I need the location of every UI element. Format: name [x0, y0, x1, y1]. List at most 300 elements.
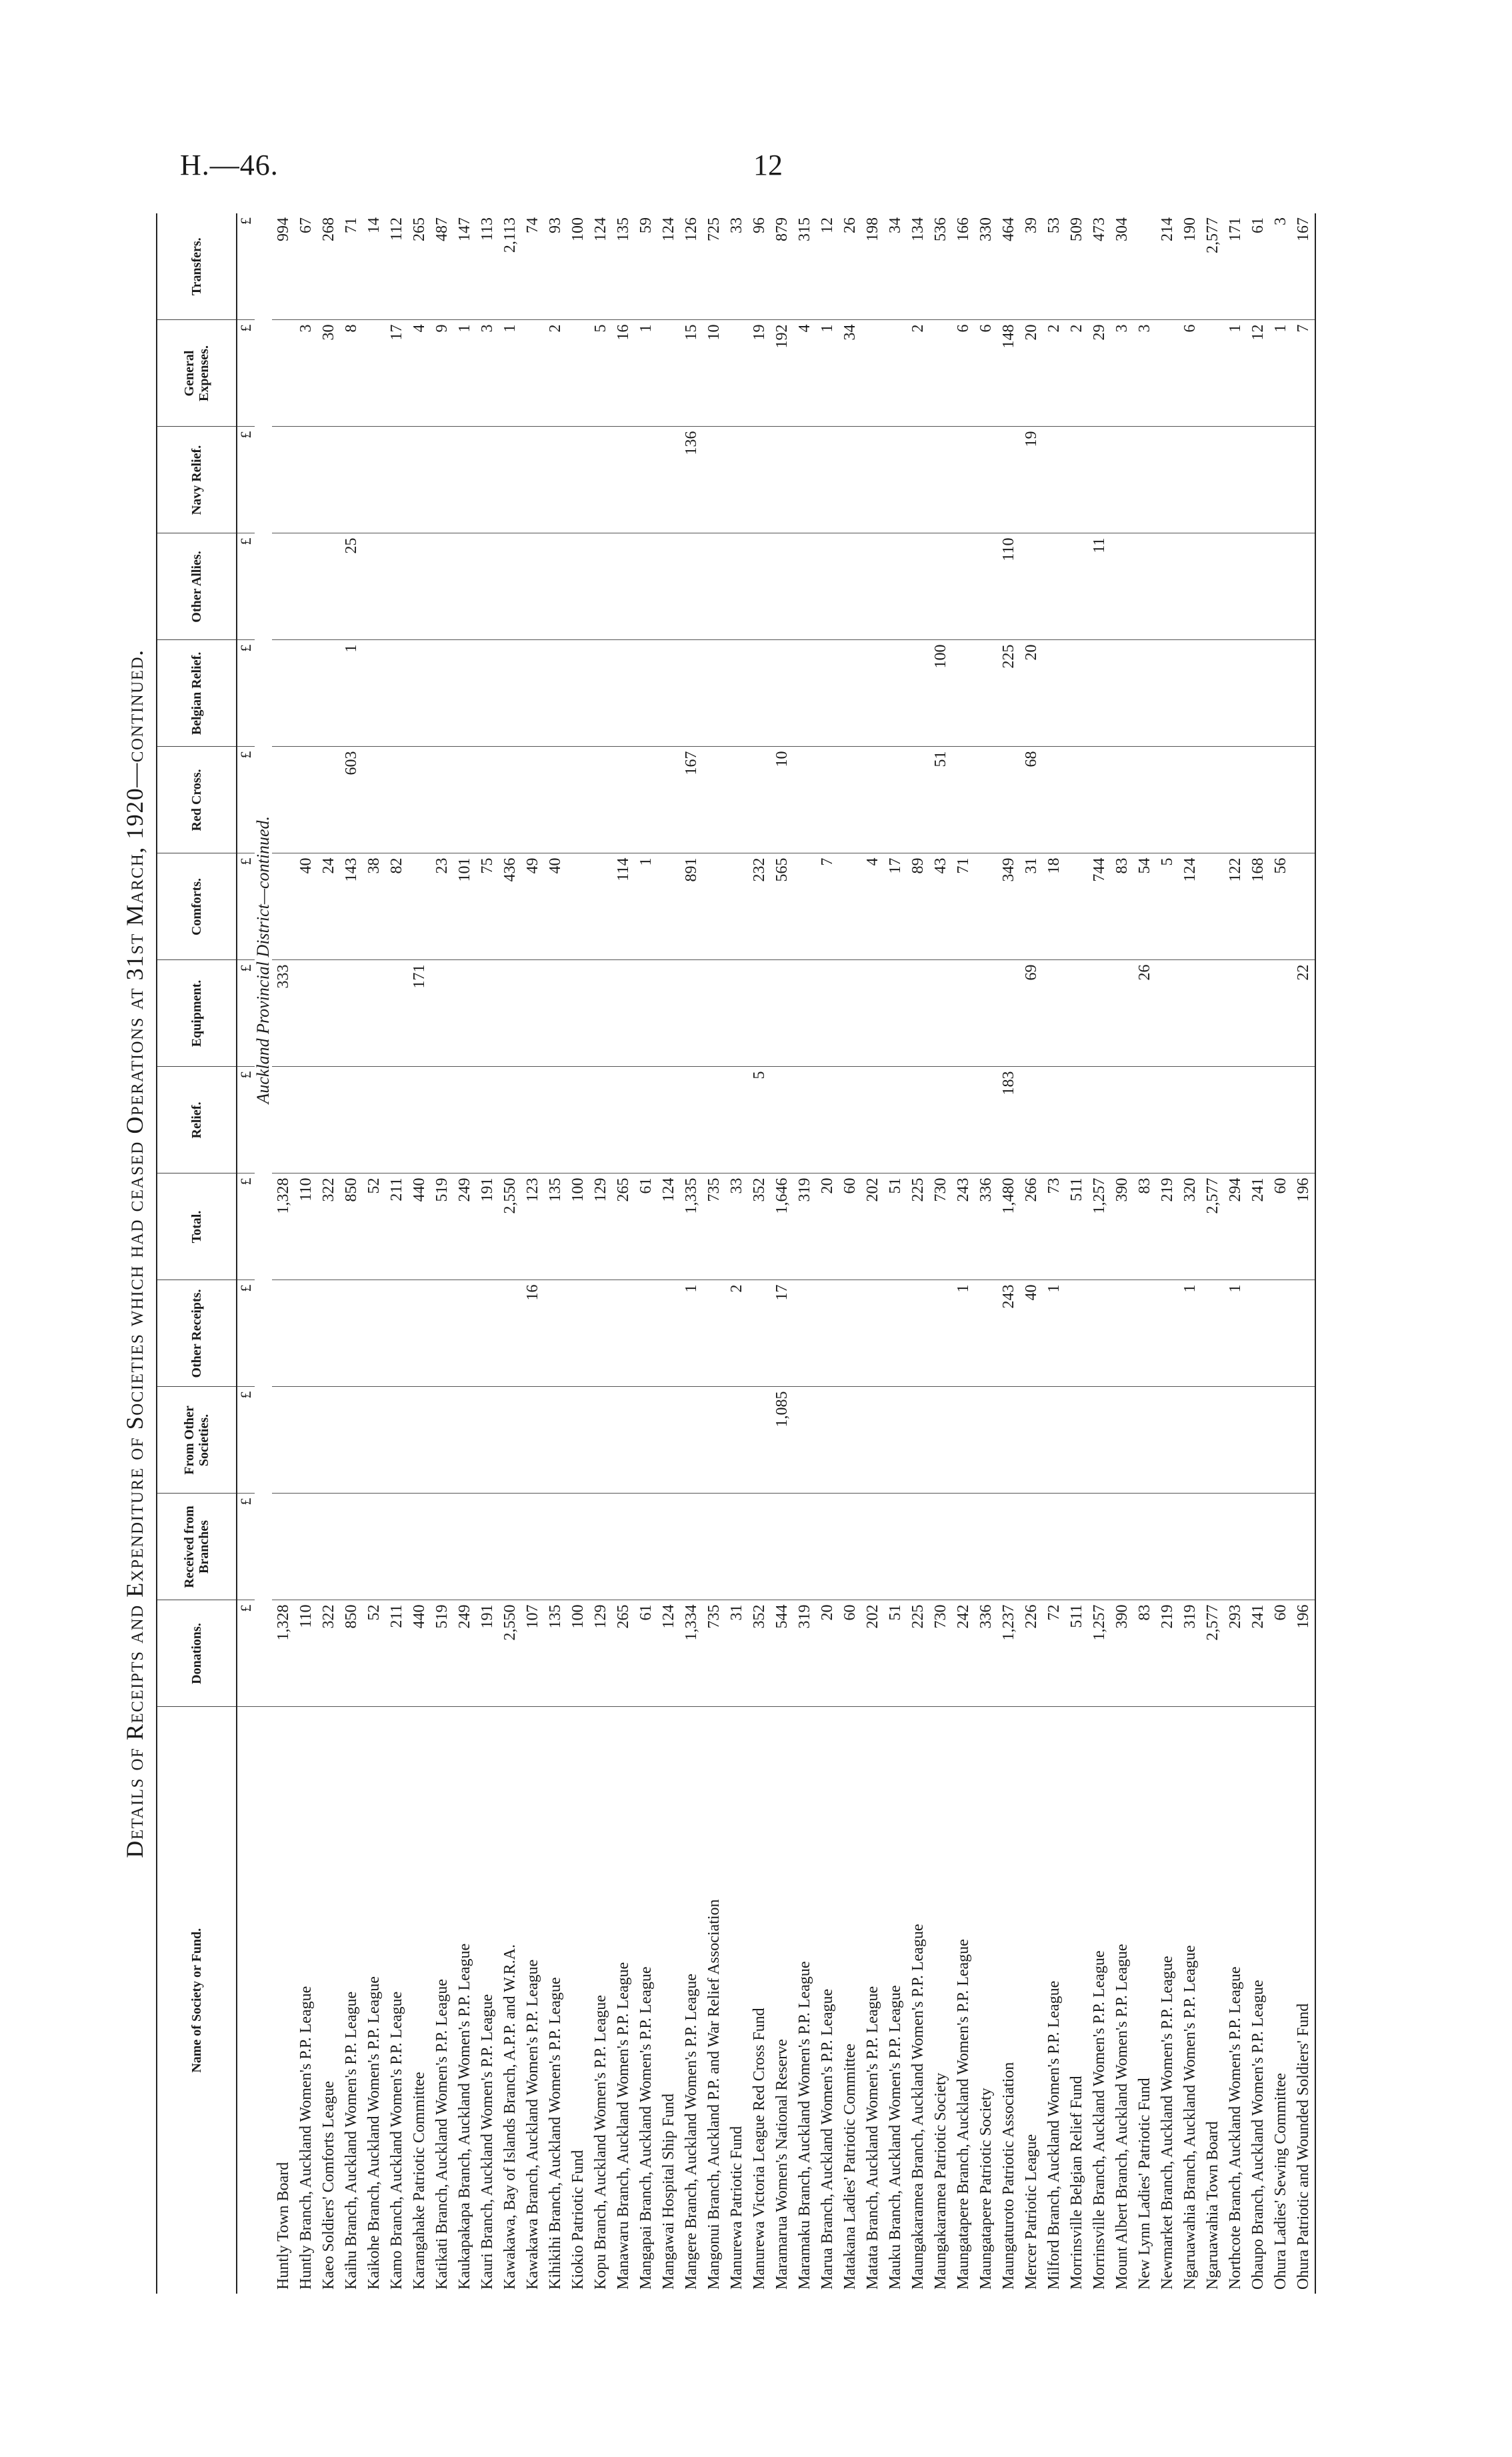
amount-cell: [408, 427, 431, 533]
amount-cell: [1133, 747, 1156, 853]
amount-cell: [1269, 533, 1292, 640]
table-row: [680, 213, 703, 2294]
amount-cell: 202: [861, 1600, 884, 1707]
amount-cell: 544: [771, 1600, 793, 1707]
amount-cell: [431, 427, 453, 533]
amount-cell: [748, 1280, 771, 1387]
amount-cell: [1088, 1280, 1111, 1387]
amount-cell: 93: [544, 213, 567, 320]
currency-mark: £: [237, 640, 255, 747]
col-header: Navy Relief.: [157, 427, 237, 533]
amount-cell: 266: [1020, 1173, 1043, 1280]
amount-cell: [839, 1280, 861, 1387]
amount-cell: [635, 1067, 657, 1173]
amount-cell: 352: [748, 1600, 771, 1707]
society-name-cell: Kaihu Branch, Auckland Women's P.P. League: [343, 1991, 360, 2290]
amount-cell: [589, 1387, 612, 1494]
amount-cell: [567, 427, 589, 533]
col-header: Red Cross.: [157, 747, 237, 853]
amount-cell: 1,085: [771, 1387, 793, 1494]
page-number: 12: [753, 149, 783, 181]
amount-cell: [521, 1387, 544, 1494]
society-name-cell: Matata Branch, Auckland Women's P.P. League: [864, 1986, 881, 2290]
amount-cell: [1201, 640, 1224, 747]
amount-cell: [1292, 427, 1315, 533]
amount-cell: [839, 1494, 861, 1600]
amount-cell: 202: [861, 1173, 884, 1280]
amount-cell: [408, 640, 431, 747]
amount-cell: 322: [317, 1173, 340, 1280]
amount-cell: 1: [1269, 320, 1292, 427]
amount-cell: [861, 960, 884, 1067]
amount-cell: [589, 853, 612, 960]
amount-cell: [748, 533, 771, 640]
amount-cell: [499, 1387, 521, 1494]
amount-cell: [771, 533, 793, 640]
amount-cell: [453, 533, 476, 640]
amount-cell: [612, 533, 635, 640]
amount-cell: 34: [884, 213, 907, 320]
amount-cell: 891: [680, 853, 703, 960]
amount-cell: 17: [884, 853, 907, 960]
currency-mark: £: [237, 1494, 255, 1600]
table-row: [385, 213, 408, 2294]
amount-cell: [1247, 533, 1269, 640]
col-header: Received from Branches: [157, 1494, 237, 1600]
amount-cell: [816, 1280, 839, 1387]
amount-cell: 1: [1179, 1280, 1201, 1387]
amount-cell: [1179, 747, 1201, 853]
amount-cell: 49: [521, 853, 544, 960]
amount-cell: [385, 640, 408, 747]
amount-cell: [1020, 1494, 1043, 1600]
currency-mark: £: [237, 1173, 255, 1280]
district-row: [255, 213, 272, 2294]
amount-cell: [453, 1494, 476, 1600]
amount-cell: [1065, 1067, 1088, 1173]
amount-cell: [725, 320, 748, 427]
amount-cell: 336: [975, 1173, 997, 1280]
col-header: General Expenses.: [157, 320, 237, 427]
amount-cell: [1043, 533, 1065, 640]
table-row: [567, 213, 589, 2294]
amount-cell: 23: [431, 853, 453, 960]
amount-cell: [1133, 1280, 1156, 1387]
amount-cell: 2: [544, 320, 567, 427]
amount-cell: [612, 427, 635, 533]
amount-cell: 56: [1269, 853, 1292, 960]
amount-cell: [1020, 533, 1043, 640]
amount-cell: [680, 1494, 703, 1600]
amount-cell: 1: [680, 1280, 703, 1387]
table-row: [1224, 213, 1247, 2294]
amount-cell: [589, 960, 612, 1067]
amount-cell: [544, 1280, 567, 1387]
amount-cell: [1247, 1387, 1269, 1494]
amount-cell: 5: [589, 320, 612, 427]
amount-cell: [317, 1067, 340, 1173]
amount-cell: [703, 853, 725, 960]
amount-cell: 107: [521, 1600, 544, 1707]
amount-cell: [589, 533, 612, 640]
amount-cell: [1043, 1067, 1065, 1173]
amount-cell: [453, 747, 476, 853]
amount-cell: [1133, 640, 1156, 747]
amount-cell: [952, 1387, 975, 1494]
amount-cell: 113: [476, 213, 499, 320]
amount-cell: 3: [1133, 320, 1156, 427]
amount-cell: [1269, 1387, 1292, 1494]
amount-cell: [793, 427, 816, 533]
amount-cell: 74: [521, 213, 544, 320]
amount-cell: [476, 1494, 499, 1600]
amount-cell: 2: [725, 1280, 748, 1387]
amount-cell: [295, 1387, 317, 1494]
amount-cell: [861, 1387, 884, 1494]
currency-mark: £: [237, 1600, 255, 1707]
society-name-cell: Mangonui Branch, Auckland P.P. and War Relief Association: [705, 1899, 723, 2290]
amount-cell: [272, 747, 295, 853]
page-reference: H.—46.: [180, 149, 279, 181]
currency-mark: £: [237, 320, 255, 427]
amount-cell: [657, 1280, 680, 1387]
amount-cell: 61: [1247, 213, 1269, 320]
amount-cell: [1292, 533, 1315, 640]
amount-cell: 136: [680, 427, 703, 533]
amount-cell: 336: [975, 1600, 997, 1707]
amount-cell: [725, 533, 748, 640]
amount-cell: 226: [1020, 1600, 1043, 1707]
amount-cell: 96: [748, 213, 771, 320]
amount-cell: 40: [544, 853, 567, 960]
amount-cell: 265: [612, 1173, 635, 1280]
amount-cell: [1156, 320, 1179, 427]
amount-cell: 15: [680, 320, 703, 427]
amount-cell: [499, 960, 521, 1067]
amount-cell: [725, 1067, 748, 1173]
society-name-cell: Huntly Branch, Auckland Women's P.P. League: [297, 1986, 315, 2290]
amount-cell: [1179, 533, 1201, 640]
amount-cell: [975, 533, 997, 640]
currency-mark: £: [237, 427, 255, 533]
amount-cell: [363, 320, 385, 427]
table-row: [771, 213, 793, 2294]
table-row: [748, 213, 771, 2294]
society-name-cell: Mauku Branch, Auckland Women's P.P. League: [887, 1985, 904, 2290]
amount-cell: [1065, 427, 1088, 533]
col-header: Name of Society or Fund.: [157, 1707, 237, 2294]
col-header: Equipment.: [157, 960, 237, 1067]
amount-cell: [952, 1067, 975, 1173]
amount-cell: 436: [499, 853, 521, 960]
amount-cell: [1043, 1387, 1065, 1494]
amount-cell: [725, 747, 748, 853]
amount-cell: [1111, 427, 1133, 533]
amount-cell: [1179, 427, 1201, 533]
amount-cell: 26: [839, 213, 861, 320]
amount-cell: [771, 1067, 793, 1173]
amount-cell: [657, 853, 680, 960]
amount-cell: [567, 1067, 589, 1173]
amount-cell: 319: [1179, 1600, 1201, 1707]
amount-cell: 25: [340, 533, 363, 640]
amount-cell: [1179, 1067, 1201, 1173]
rotated-table-block: [113, 213, 1347, 2294]
document-title: Details of Receipts and Expenditure of Societies which had ceased Operations at 31st March, 1920—continued.: [121, 649, 148, 1858]
amount-cell: 126: [680, 213, 703, 320]
amount-cell: 39: [1020, 213, 1043, 320]
table-row: [816, 213, 839, 2294]
amount-cell: [1247, 640, 1269, 747]
amount-cell: [816, 747, 839, 853]
amount-cell: [272, 1387, 295, 1494]
amount-cell: 219: [1156, 1600, 1179, 1707]
amount-cell: [363, 1387, 385, 1494]
amount-cell: 12: [1247, 320, 1269, 427]
society-name-cell: Matakana Ladies' Patriotic Committee: [841, 2044, 859, 2290]
society-name-cell: Mercer Patriotic League: [1023, 2134, 1040, 2290]
amount-cell: 214: [1156, 213, 1179, 320]
amount-cell: 183: [997, 1067, 1020, 1173]
amount-cell: 20: [1020, 640, 1043, 747]
amount-cell: [295, 960, 317, 1067]
amount-cell: [317, 1387, 340, 1494]
amount-cell: [1201, 427, 1224, 533]
amount-cell: [544, 640, 567, 747]
amount-cell: 1: [635, 853, 657, 960]
amount-cell: [907, 1387, 929, 1494]
amount-cell: [703, 533, 725, 640]
amount-cell: [1133, 533, 1156, 640]
amount-cell: [476, 1067, 499, 1173]
amount-cell: [1065, 853, 1088, 960]
amount-cell: [340, 1280, 363, 1387]
amount-cell: [499, 427, 521, 533]
amount-cell: [657, 533, 680, 640]
district-heading: Auckland Provincial District—continued.: [255, 213, 272, 1707]
amount-cell: [431, 960, 453, 1067]
society-name-cell: Morrinsville Belgian Relief Fund: [1068, 2076, 1085, 2290]
amount-cell: 319: [793, 1600, 816, 1707]
amount-cell: [431, 1280, 453, 1387]
amount-cell: [431, 1494, 453, 1600]
amount-cell: 143: [340, 853, 363, 960]
society-name-cell: Maungakaramea Branch, Auckland Women's P.P. League: [909, 1924, 927, 2290]
amount-cell: 9: [431, 320, 453, 427]
table-row: [431, 213, 453, 2294]
amount-cell: [952, 533, 975, 640]
table-row: [1020, 213, 1043, 2294]
amount-cell: [635, 640, 657, 747]
amount-cell: 73: [1043, 1173, 1065, 1280]
amount-cell: [952, 640, 975, 747]
amount-cell: [907, 960, 929, 1067]
amount-cell: [793, 1387, 816, 1494]
amount-cell: [635, 533, 657, 640]
amount-cell: 487: [431, 213, 453, 320]
amount-cell: 219: [1156, 1173, 1179, 1280]
amount-cell: [1111, 747, 1133, 853]
amount-cell: [1088, 960, 1111, 1067]
amount-cell: [884, 1067, 907, 1173]
table-row: [1065, 213, 1088, 2294]
amount-cell: 735: [703, 1600, 725, 1707]
amount-cell: [861, 533, 884, 640]
amount-cell: [1156, 747, 1179, 853]
amount-cell: [816, 960, 839, 1067]
amount-cell: [499, 1280, 521, 1387]
amount-cell: [340, 1387, 363, 1494]
amount-cell: [453, 1067, 476, 1173]
amount-cell: [1111, 1067, 1133, 1173]
amount-cell: 1,257: [1088, 1173, 1111, 1280]
amount-cell: [816, 427, 839, 533]
amount-cell: [975, 427, 997, 533]
amount-cell: [1224, 1387, 1247, 1494]
amount-cell: [385, 1387, 408, 1494]
amount-cell: [635, 1280, 657, 1387]
amount-cell: [952, 1494, 975, 1600]
amount-cell: [839, 533, 861, 640]
amount-cell: 14: [363, 213, 385, 320]
amount-cell: 4: [861, 853, 884, 960]
amount-cell: 135: [544, 1173, 567, 1280]
amount-cell: [544, 1067, 567, 1173]
amount-cell: 11: [1088, 533, 1111, 640]
amount-cell: 225: [907, 1173, 929, 1280]
amount-cell: 2: [1065, 320, 1088, 427]
amount-cell: [408, 853, 431, 960]
amount-cell: 3: [1269, 213, 1292, 320]
amount-cell: [816, 1067, 839, 1173]
amount-cell: [476, 427, 499, 533]
amount-cell: [363, 1067, 385, 1173]
amount-cell: [499, 1494, 521, 1600]
amount-cell: [317, 1494, 340, 1600]
amount-cell: [861, 320, 884, 427]
amount-cell: [657, 320, 680, 427]
amount-cell: [1247, 747, 1269, 853]
col-header: From Other Societies.: [157, 1387, 237, 1494]
table-row: [521, 213, 544, 2294]
amount-cell: 511: [1065, 1600, 1088, 1707]
amount-cell: [340, 1494, 363, 1600]
amount-cell: [1133, 1387, 1156, 1494]
amount-cell: 51: [929, 747, 952, 853]
table-row: [1133, 213, 1156, 2294]
amount-cell: [1088, 747, 1111, 853]
table-row: [272, 213, 295, 2294]
amount-cell: [657, 1387, 680, 1494]
amount-cell: [385, 747, 408, 853]
table-row: [657, 213, 680, 2294]
col-header: Belgian Relief.: [157, 640, 237, 747]
amount-cell: [680, 960, 703, 1067]
amount-cell: 330: [975, 213, 997, 320]
society-name-cell: Kopu Branch, Auckland Women's P.P. League: [592, 1995, 609, 2290]
amount-cell: 322: [317, 1600, 340, 1707]
amount-cell: [1133, 427, 1156, 533]
amount-cell: [431, 640, 453, 747]
amount-cell: 6: [975, 320, 997, 427]
amount-cell: 198: [861, 213, 884, 320]
amount-cell: [385, 533, 408, 640]
col-header: Total.: [157, 1173, 237, 1280]
amount-cell: [839, 1387, 861, 1494]
amount-cell: [1269, 640, 1292, 747]
amount-cell: [476, 960, 499, 1067]
amount-cell: [1065, 960, 1088, 1067]
amount-cell: 319: [793, 1173, 816, 1280]
society-name-cell: Manawaru Branch, Auckland Women's P.P. League: [615, 1962, 632, 2290]
amount-cell: 1: [1043, 1280, 1065, 1387]
amount-cell: 24: [317, 853, 340, 960]
amount-cell: 265: [612, 1600, 635, 1707]
amount-cell: [680, 640, 703, 747]
amount-cell: 333: [272, 960, 295, 1067]
amount-cell: [1133, 213, 1156, 320]
table-row: [1201, 213, 1224, 2294]
amount-cell: 1,328: [272, 1600, 295, 1707]
amount-cell: [861, 747, 884, 853]
amount-cell: 148: [997, 320, 1020, 427]
amount-cell: [929, 427, 952, 533]
amount-cell: [816, 640, 839, 747]
amount-cell: [929, 1280, 952, 1387]
amount-cell: [997, 747, 1020, 853]
currency-mark: £: [237, 747, 255, 853]
amount-cell: [997, 1494, 1020, 1600]
amount-cell: 294: [1224, 1173, 1247, 1280]
amount-cell: [385, 1280, 408, 1387]
amount-cell: 603: [340, 747, 363, 853]
amount-cell: [703, 1494, 725, 1600]
amount-cell: [1043, 640, 1065, 747]
amount-cell: 61: [635, 1600, 657, 1707]
amount-cell: [793, 747, 816, 853]
amount-cell: [748, 960, 771, 1067]
amount-cell: 1,334: [680, 1600, 703, 1707]
amount-cell: [929, 320, 952, 427]
amount-cell: [589, 427, 612, 533]
amount-cell: [544, 960, 567, 1067]
amount-cell: 83: [1111, 853, 1133, 960]
amount-cell: [771, 640, 793, 747]
amount-cell: [635, 1494, 657, 1600]
society-name-cell: Marua Branch, Auckland Women's P.P. League: [819, 1988, 836, 2290]
table-row: [1088, 213, 1111, 2294]
amount-cell: 167: [680, 747, 703, 853]
amount-cell: 16: [612, 320, 635, 427]
amount-cell: [861, 640, 884, 747]
amount-cell: 320: [1179, 1173, 1201, 1280]
table-row: [703, 213, 725, 2294]
amount-cell: 31: [1020, 853, 1043, 960]
amount-cell: 71: [340, 213, 363, 320]
amount-cell: [1043, 1494, 1065, 1600]
amount-cell: 730: [929, 1600, 952, 1707]
amount-cell: [1269, 747, 1292, 853]
amount-cell: [544, 1494, 567, 1600]
table-row: [544, 213, 567, 2294]
amount-cell: [1088, 640, 1111, 747]
amount-cell: [1269, 960, 1292, 1067]
amount-cell: [1043, 427, 1065, 533]
amount-cell: [1247, 1494, 1269, 1600]
amount-cell: [1247, 1280, 1269, 1387]
amount-cell: [1133, 1494, 1156, 1600]
amount-cell: [816, 1387, 839, 1494]
